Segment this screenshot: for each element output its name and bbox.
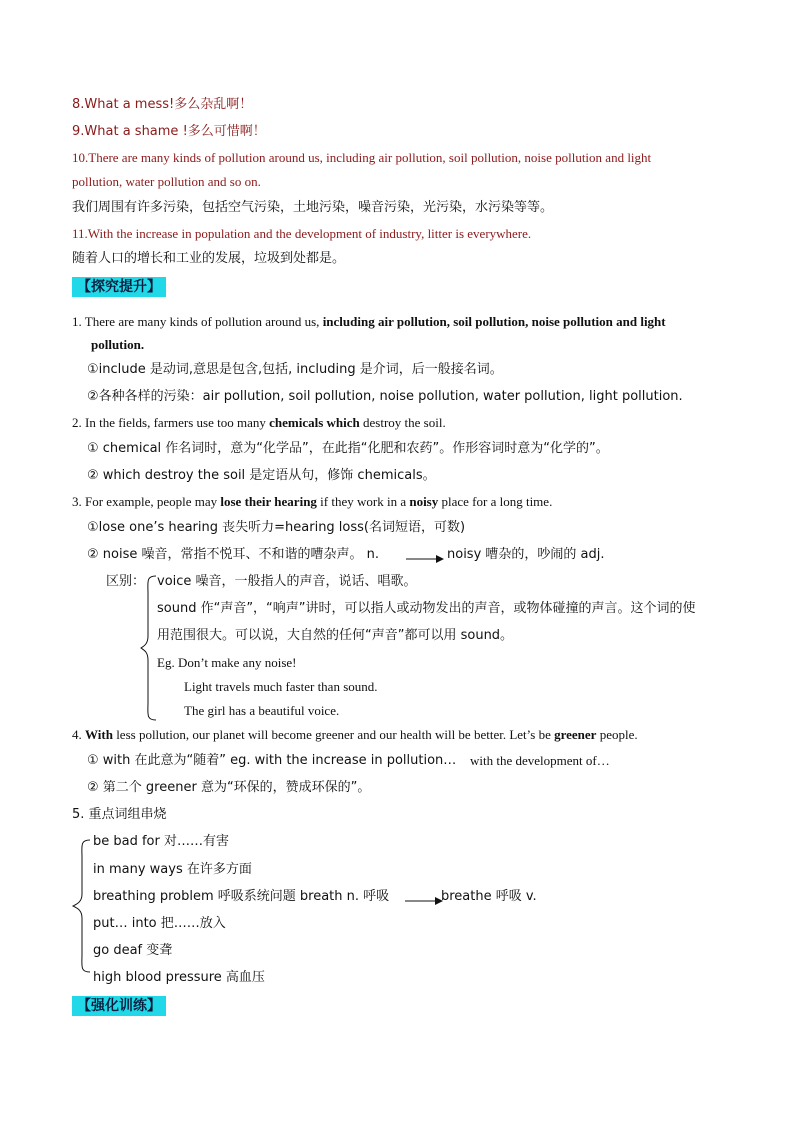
phrase-in-many-ways: in many ways 在许多方面 xyxy=(93,862,252,877)
point-2-sentence: 2. In the fields, farmers use too many chemicals which destroy the soil. xyxy=(72,415,446,430)
phrase-go-deaf: go deaf 变聋 xyxy=(93,943,173,958)
section-tag-practice: 【强化训练】 xyxy=(72,996,166,1016)
point-4-note-1b: with the development of… xyxy=(470,753,610,768)
difference-sound-1: sound 作“声音”，“响声”讲时，可以指人或动物发出的声音，或物体碰撞的声言。这个词的使 xyxy=(157,601,696,616)
phrase-be-bad-for: be bad for 对……有害 xyxy=(93,834,229,849)
left-brace-icon xyxy=(72,838,92,974)
sentence-9: 9.What a shame !多么可惜啊！ xyxy=(72,124,266,139)
left-brace-icon xyxy=(140,574,158,722)
point-3-note-2: ② noise 噪音，常指不悦耳、不和谐的嘈杂声。 n. xyxy=(87,547,379,562)
difference-voice: voice 噪音，一般指人的声音，说话、唱歌。 xyxy=(157,574,417,589)
sentence-10-line1: 10.There are many kinds of pollution around us, including air pollution, soil pollution, noise pollution and light xyxy=(72,150,652,165)
point-4-note-2: ② 第二个 greener 意为“环保的，赞成环保的”。 xyxy=(87,780,371,795)
sentence-10-line2: pollution, water pollution and so on. xyxy=(72,174,261,189)
point-5-heading: 5. 重点词组串烧 xyxy=(72,807,167,822)
point-1-sentence-cont: pollution. xyxy=(91,337,145,352)
phrase-put-into: put… into 把……放入 xyxy=(93,916,226,931)
point-2-note-1: ① chemical 作名词时，意为“化学品”，在此指“化肥和农药”。作形容词时意为“化学的”。 xyxy=(87,441,609,456)
example-3: The girl has a beautiful voice. xyxy=(184,703,340,718)
phrase-breathe: breathe 呼吸 v. xyxy=(441,889,537,904)
sentence-8: 8.What a mess!多么杂乱啊！ xyxy=(72,97,253,112)
section-tag-explore: 【探究提升】 xyxy=(72,277,166,297)
sentence-11-translation: 随着人口的增长和工业的发展，垃圾到处都是。 xyxy=(72,251,346,266)
point-1-note-1: ①include 是动词,意思是包含,包括, including 是介词，后一般接名词。 xyxy=(87,362,503,377)
phrase-breathing-problem: breathing problem 呼吸系统问题 breath n. 呼吸 xyxy=(93,889,390,904)
example-2: Light travels much faster than sound. xyxy=(184,679,378,694)
point-3-note-1: ①lose one’s hearing 丧失听力=hearing loss(名词短语，可数) xyxy=(87,520,466,535)
sentence-10-translation: 我们周围有许多污染，包括空气污染，土地污染，噪音污染，光污染，水污染等等。 xyxy=(72,200,554,215)
sentence-11: 11.With the increase in population and the development of industry, litter is everywhere. xyxy=(72,226,532,241)
example-1: Eg. Don’t make any noise! xyxy=(157,655,297,670)
point-4-note-1: ① with 在此意为“随着” eg. with the increase in pollution… xyxy=(87,753,457,768)
point-4-sentence: 4. With less pollution, our planet will become greener and our health will be better. Let’s be greener people. xyxy=(72,727,638,742)
phrase-high-blood-pressure: high blood pressure 高血压 xyxy=(93,970,265,985)
arrow-right-icon xyxy=(403,891,443,905)
point-1-note-2: ②各种各样的污染：air pollution, soil pollution, noise pollution, water pollution, light pollution. xyxy=(87,389,683,404)
point-3-note-2-adj: noisy 嘈杂的，吵闹的 adj. xyxy=(447,547,605,562)
arrow-right-icon xyxy=(404,549,444,563)
point-3-sentence: 3. For example, people may lose their hearing if they work in a noisy place for a long time. xyxy=(72,494,553,509)
difference-label: 区别： xyxy=(106,574,146,589)
point-1-sentence: 1. There are many kinds of pollution around us, including air pollution, soil pollution, noise pollution and light xyxy=(72,314,666,329)
difference-sound-2: 用范围很大。可以说，大自然的任何“声音”都可以用 sound。 xyxy=(157,628,514,643)
point-2-note-2: ② which destroy the soil 是定语从句，修饰 chemicals。 xyxy=(87,468,436,483)
